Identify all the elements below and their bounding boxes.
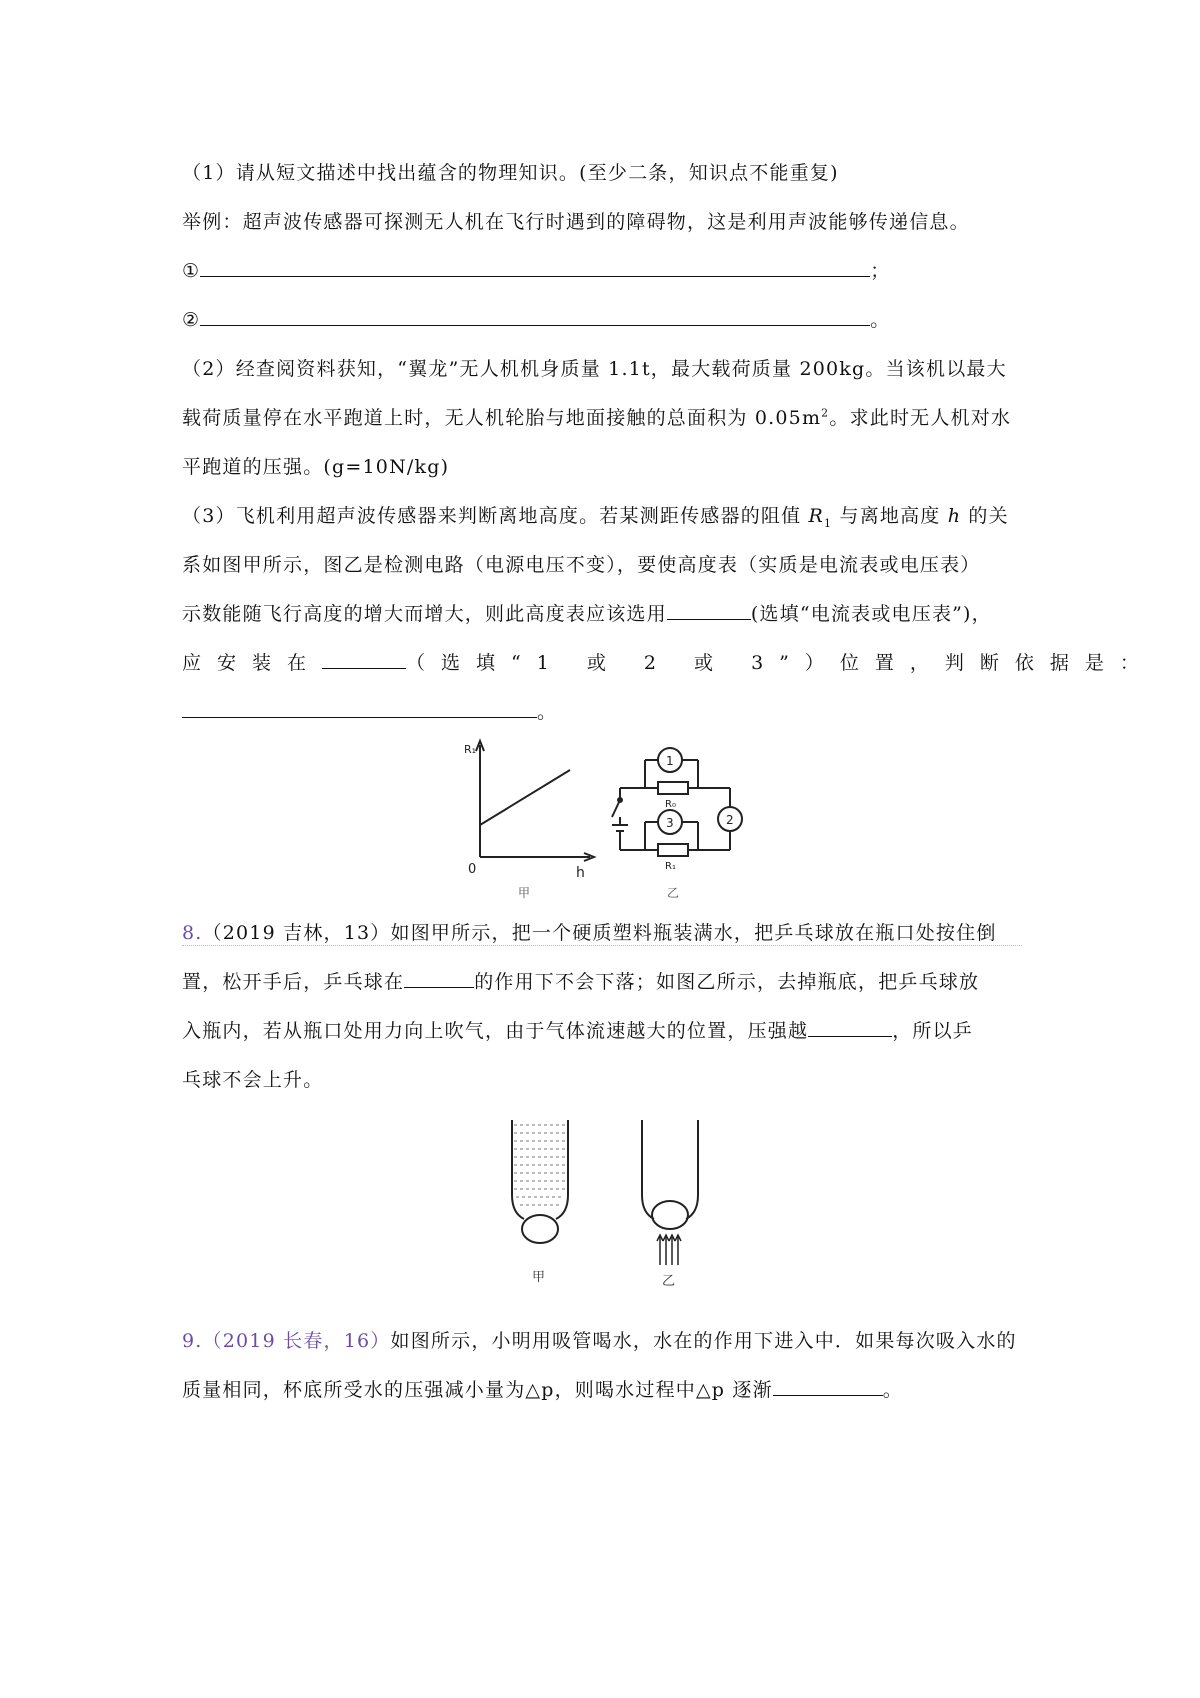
var-h: h <box>947 505 962 527</box>
answer-blank[interactable] <box>200 258 870 277</box>
text: 的作用下不会下落；如图乙所示，去掉瓶底，把乒乓球放 <box>474 971 980 993</box>
circled-one: ① <box>182 260 201 282</box>
q7-answer-line-1 <box>182 256 890 283</box>
q8-figure <box>500 1115 730 1295</box>
var-R: R <box>808 505 825 527</box>
q7-part3-line5 <box>182 697 557 724</box>
graph-caption: 甲 <box>518 886 531 900</box>
bottle-right-caption: 乙 <box>662 1274 676 1289</box>
text: 。 <box>882 1379 903 1401</box>
q7-part2-line1: （2）经查阅资料获知，“翼龙”无人机机身质量 1.1t，最大载荷质量 200kg。当该机以最大 <box>182 358 1007 380</box>
q8-line1 <box>182 918 997 945</box>
q7-figures <box>440 725 760 905</box>
meter-1-label: 1 <box>666 754 674 768</box>
q9-line1 <box>182 1326 1017 1353</box>
circled-two: ② <box>182 309 201 331</box>
q7-part2-line3: 平跑道的压强。(g=10N/kg) <box>182 456 450 478</box>
text: 示数能随飞行高度的增大而增大，则此高度表应该选用 <box>182 603 667 625</box>
subscript: 1 <box>824 516 833 530</box>
text: 入瓶内，若从瓶口处用力向上吹气，由于气体流速越大的位置，压强越 <box>182 1020 809 1042</box>
q7-part2-line2 <box>182 403 1011 430</box>
dotted-separator <box>182 945 1022 946</box>
q7-part3-line1 <box>182 501 1009 530</box>
q8-line4: 乓球不会上升。 <box>182 1069 324 1091</box>
answer-blank[interactable] <box>808 1018 892 1037</box>
text: 载荷质量停在水平跑道上时，无人机轮胎与地面接触的总面积为 0.05m <box>182 407 822 429</box>
text: （3）飞机利用超声波传感器来判断离地高度。若某测距传感器的阻值 <box>182 505 809 527</box>
q7-answer-line-2 <box>182 305 890 332</box>
answer-blank[interactable] <box>404 969 474 988</box>
text: 。求此时无人机对水 <box>829 407 1012 429</box>
water-lines <box>514 1125 566 1205</box>
graph-y-label: R₁ <box>464 743 477 756</box>
answer-blank[interactable] <box>667 601 751 620</box>
text: 置，松开手后，乒乓球在 <box>182 971 405 993</box>
text: 质量相同，杯底所受水的压强减小量为△p，则喝水过程中△p 逐渐 <box>182 1379 773 1401</box>
airflow-arrows <box>657 1235 681 1265</box>
q7-part3-line3 <box>182 599 992 626</box>
circuit-caption: 乙 <box>667 886 680 900</box>
punctuation: 。 <box>537 701 558 723</box>
text: 如图所示，小明用吸管喝水，水在的作用下进入中．如果每次吸入水的 <box>390 1330 1017 1352</box>
text: (选填“电流表或电压表”)， <box>750 603 992 625</box>
question-number: 9. <box>182 1330 203 1352</box>
q7-part1-example: 举例：超声波传感器可探测无人机在飞行时遇到的障碍物，这是利用声波能够传递信息。 <box>182 211 970 233</box>
text: 与离地高度 <box>832 505 948 527</box>
text: 的关 <box>961 505 1009 527</box>
question-number: 8. <box>182 922 203 944</box>
answer-blank[interactable] <box>773 1377 883 1396</box>
answer-blank[interactable] <box>200 307 870 326</box>
meter-3-label: 3 <box>666 816 674 830</box>
question-source: （2019 吉林，13） <box>202 922 391 944</box>
answer-blank[interactable] <box>182 699 537 718</box>
question-source: （2019 长春，16） <box>202 1330 391 1352</box>
bottle-left-caption: 甲 <box>532 1270 546 1285</box>
q8-line3 <box>182 1016 973 1043</box>
graph-x-label: h <box>576 865 585 881</box>
superscript: 2 <box>821 406 830 420</box>
bottle-open <box>642 1120 698 1229</box>
q8-line2 <box>182 967 979 994</box>
detection-circuit <box>612 748 742 856</box>
r0-label: R₀ <box>665 799 676 810</box>
q7-part3-line2: 系如图甲所示，图乙是检测电路（电源电压不变），要使高度表（实质是电流表或电压表） <box>182 554 981 576</box>
q9-line2 <box>182 1375 903 1402</box>
punctuation: 。 <box>870 309 891 331</box>
text: （选填“1 或 2 或 3”）位置，判断依据是： <box>406 652 1155 674</box>
graph-origin-label: 0 <box>468 862 477 877</box>
q7-part1-title: （1）请从短文描述中找出蕴含的物理知识。(至少二条，知识点不能重复) <box>182 162 839 184</box>
text: ，所以乒 <box>892 1020 974 1042</box>
r1-label: R₁ <box>665 861 676 872</box>
text: 如图甲所示，把一个硬质塑料瓶装满水，把乒乓球放在瓶口处按住倒 <box>390 922 997 944</box>
answer-blank[interactable] <box>322 650 406 669</box>
punctuation: ； <box>870 260 891 282</box>
meter-2-label: 2 <box>726 813 734 827</box>
q7-part3-line4 <box>182 648 1155 675</box>
r1-h-graph <box>476 741 594 861</box>
text: 应安装在 <box>182 652 323 674</box>
